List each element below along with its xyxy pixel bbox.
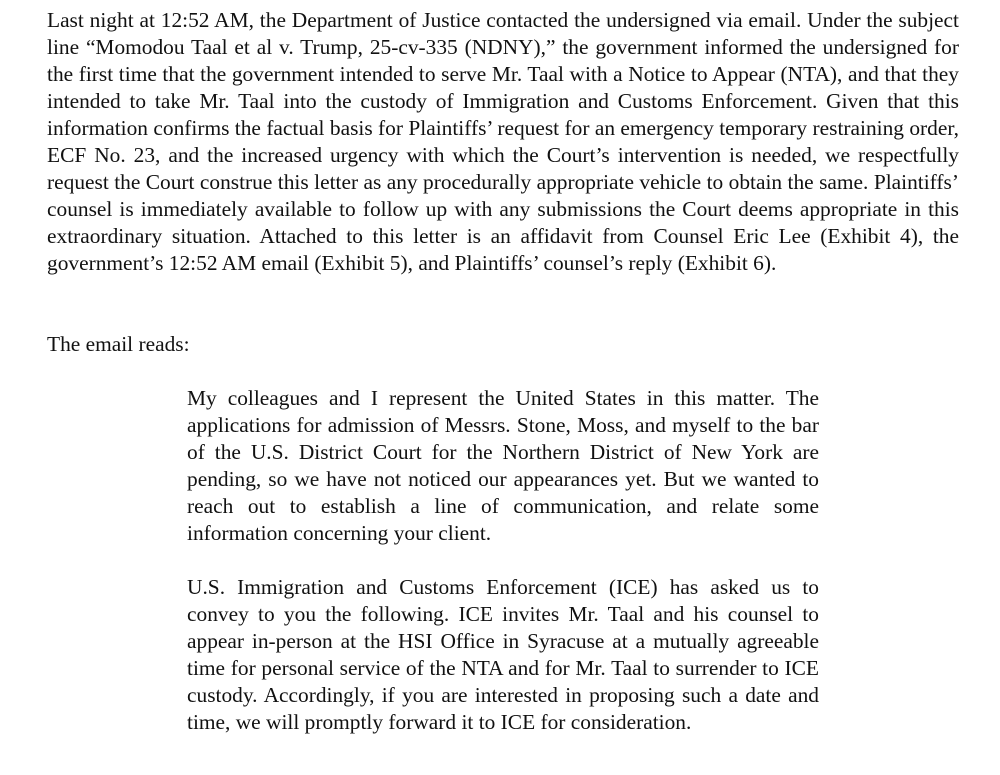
block-quote-paragraph-1: My colleagues and I represent the United States in this matter. The applications for admission of Messrs. Stone, Moss, and myself to the bar of the U.S. District Court for the Northern District of New York are pending, so we have not noticed our appearances yet. But we wanted to reach out to establish a line of communication, and relate some information concerning your client. <box>187 386 819 545</box>
letter-paragraph-email-reads: The email reads: <box>47 332 190 356</box>
letter-paragraph-intro: Last night at 12:52 AM, the Department of Justice contacted the undersigned via email. Under the subject line “Momodou Taal et al v. Trump, 25-cv-335 (NDNY),” the government informed the undersigned for the first time that the government intended to serve Mr. Taal with a Notice to Appear (NTA), and that they intended to take Mr. Taal into the custody of Immigration and Customs Enforcement. Given that this information confirms the factual basis for Plaintiffs’ request for an emergency temporary restraining order, ECF No. 23, and the increased urgency with which the Court’s intervention is needed, we respectfully request the Court construe this letter as any procedurally appropriate vehicle to obtain the same. Plaintiffs’ counsel is immediately available to follow up with any submissions the Court deems appropriate in this extraordinary situation. Attached to this letter is an affidavit from Counsel Eric Lee (Exhibit 4), the government’s 12:52 AM email (Exhibit 5), and Plaintiffs’ counsel’s reply (Exhibit 6). <box>47 8 959 275</box>
block-quote-paragraph-2: U.S. Immigration and Customs Enforcement (ICE) has asked us to convey to you the following. ICE invites Mr. Taal and his counsel to appear in-person at the HSI Office in Syracuse at a mutually agreeable time for personal service of the NTA and for Mr. Taal to surrender to ICE custody. Accordingly, if you are interested in proposing such a date and time, we will promptly forward it to ICE for consideration. <box>187 575 819 734</box>
